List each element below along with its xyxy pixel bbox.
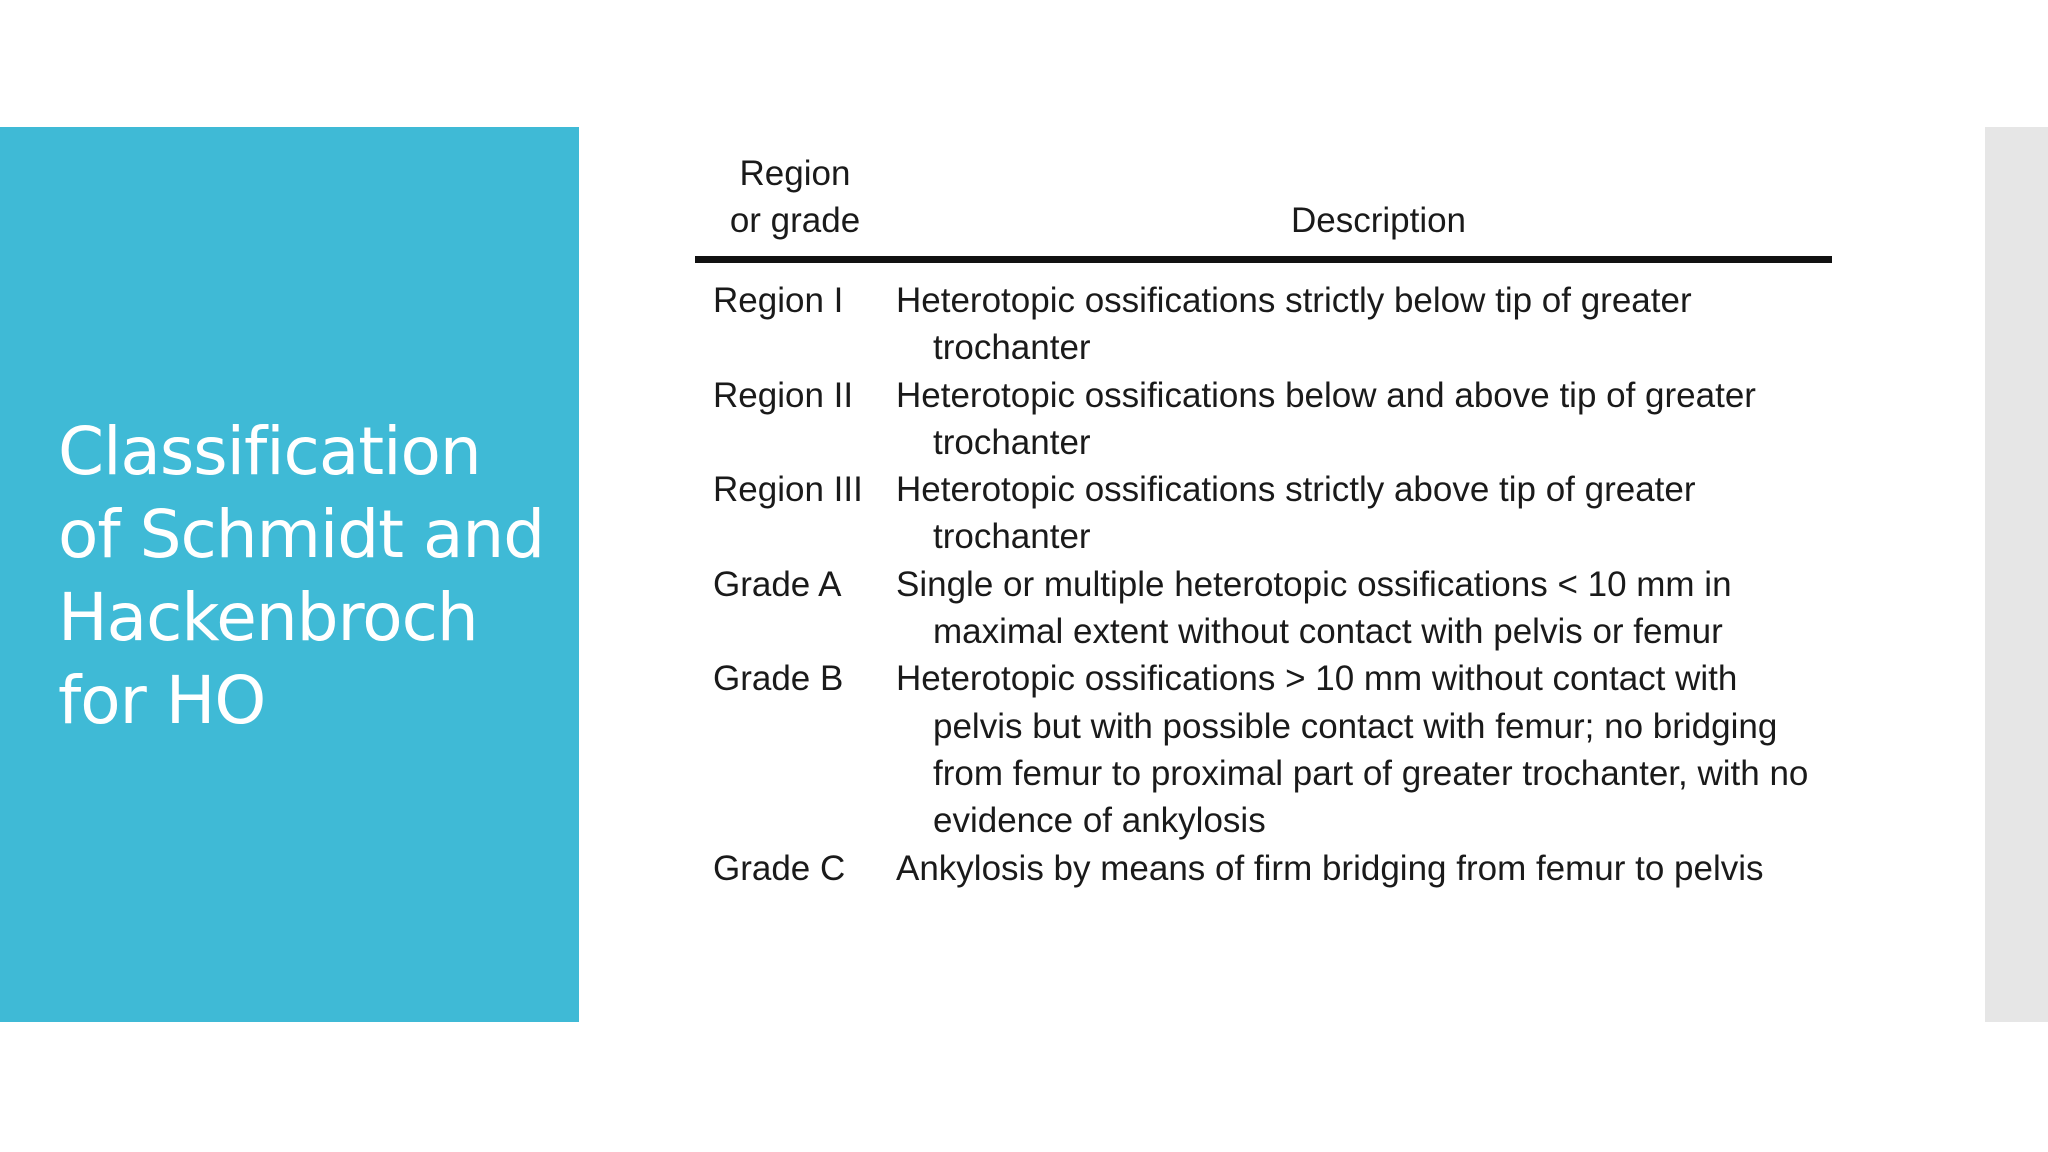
row-region-label: Region III [713, 470, 863, 510]
table-row [695, 372, 1832, 467]
header-region-or-grade [695, 150, 895, 244]
row-region-label: Region II [713, 375, 854, 415]
header-description: Description [1290, 201, 1467, 240]
row-description: Heterotopic ossifications below and above tip of greater trochanter [896, 375, 1756, 462]
row-description: Heterotopic ossifications > 10 mm without contact with pelvis but with possible contact with femur; no bridging from femur to proximal part of greater trochanter, with no evidence of ankylosis [896, 659, 1809, 841]
header-region-line1: Region [739, 154, 851, 193]
row-description: Single or multiple heterotopic ossifications < 10 mm in maximal extent without contact with pelvis or femur [896, 564, 1732, 652]
classification-table [695, 140, 1832, 892]
row-description: Heterotopic ossifications strictly below tip of greater trochanter [896, 281, 1692, 368]
row-description: Heterotopic ossifications strictly above tip of greater trochanter [896, 470, 1696, 557]
row-region-label: Grade A [713, 564, 842, 604]
row-description: Ankylosis by means of firm bridging from femur to pelvis [896, 848, 1764, 888]
table-row [695, 845, 1832, 892]
row-region-label: Grade C [713, 848, 846, 888]
table-row [695, 277, 1832, 372]
row-region-label: Grade B [713, 659, 844, 699]
table-row [695, 466, 1832, 561]
row-region-label: Region I [713, 281, 844, 320]
table-row [695, 655, 1832, 844]
table-row [695, 561, 1832, 656]
table-body [695, 263, 1832, 892]
header-region-line2: or grade [729, 201, 861, 240]
slide-title: Classification of Schmidt and Hackenbroch for HO [58, 413, 545, 739]
table-header [695, 140, 1832, 263]
right-side-strip [1985, 127, 2048, 1022]
